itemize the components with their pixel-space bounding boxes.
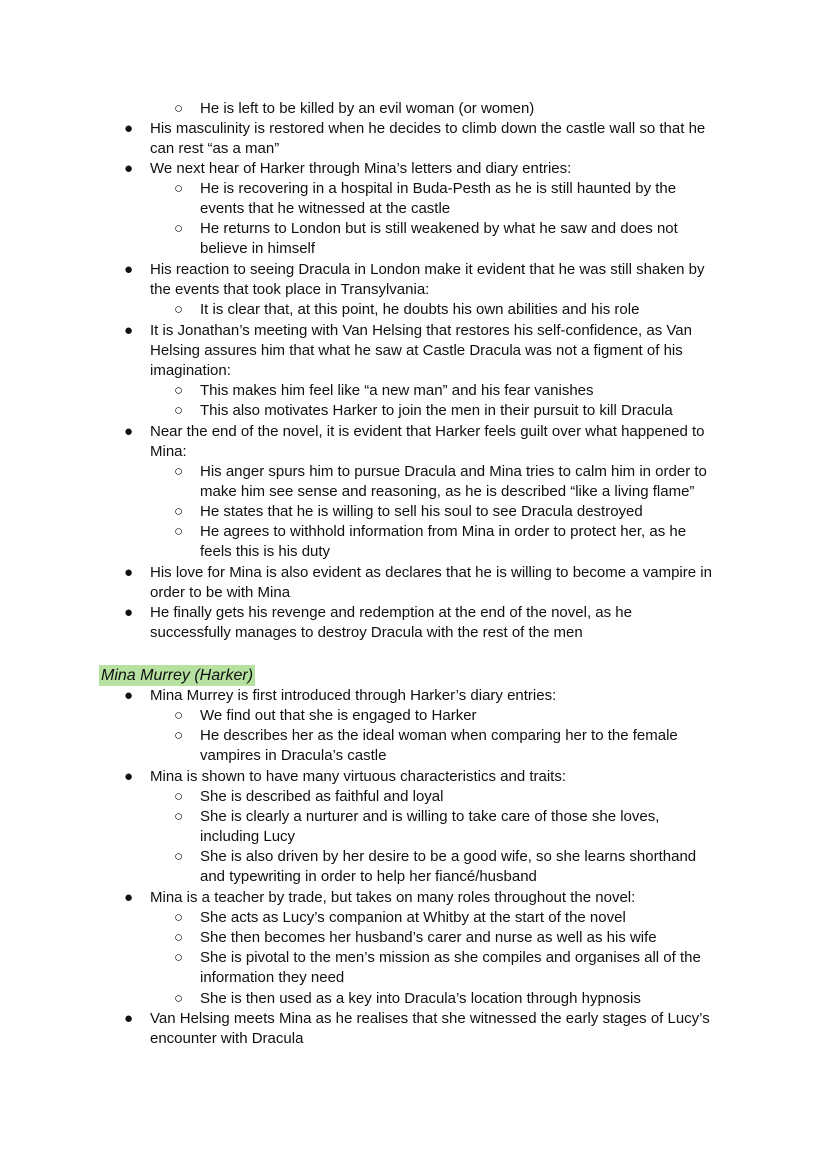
hollow-circle-bullet-icon: ○ (174, 848, 184, 865)
list-item-continuation: the events that took place in Transylvania: (150, 281, 430, 298)
list-item: Mina is shown to have many virtuous characteristics and traits: (150, 768, 567, 785)
list-item-continuation: events that he witnessed at the castle (200, 200, 451, 217)
hollow-circle-bullet-icon: ○ (174, 949, 184, 966)
filled-disc-bullet-icon: ● (124, 120, 134, 137)
list-item: He states that he is willing to sell his soul to see Dracula destroyed (200, 503, 643, 520)
list-item-continuation: successfully manages to destroy Dracula with the rest of the men (150, 624, 583, 641)
list-item: He returns to London but is still weakened by what he saw and does not (200, 220, 678, 237)
list-item: It is Jonathan’s meeting with Van Helsing that restores his self-confidence, as Van (150, 322, 692, 339)
filled-disc-bullet-icon: ● (124, 1010, 134, 1027)
list-item: She is pivotal to the men’s mission as she compiles and organises all of the (200, 949, 701, 966)
list-item: We next hear of Harker through Mina’s letters and diary entries: (150, 160, 572, 177)
hollow-circle-bullet-icon: ○ (174, 707, 184, 724)
hollow-circle-bullet-icon: ○ (174, 929, 184, 946)
hollow-circle-bullet-icon: ○ (174, 788, 184, 805)
list-item: We find out that she is engaged to Harker (200, 707, 477, 724)
list-item-continuation: including Lucy (200, 828, 296, 845)
list-item: He agrees to withhold information from Mina in order to protect her, as he (200, 523, 687, 540)
list-item: He is recovering in a hospital in Buda-Pesth as he is still haunted by the (200, 180, 677, 197)
hollow-circle-bullet-icon: ○ (174, 100, 184, 117)
list-item: His reaction to seeing Dracula in London make it evident that he was still shaken by (150, 261, 705, 278)
hollow-circle-bullet-icon: ○ (174, 220, 184, 237)
filled-disc-bullet-icon: ● (124, 604, 134, 621)
hollow-circle-bullet-icon: ○ (174, 503, 184, 520)
hollow-circle-bullet-icon: ○ (174, 990, 184, 1007)
filled-disc-bullet-icon: ● (124, 687, 134, 704)
list-item: It is clear that, at this point, he doubts his own abilities and his role (200, 301, 640, 318)
filled-disc-bullet-icon: ● (124, 768, 134, 785)
list-item: He describes her as the ideal woman when comparing her to the female (200, 727, 678, 744)
hollow-circle-bullet-icon: ○ (174, 727, 184, 744)
list-item: His love for Mina is also evident as declares that he is willing to become a vampire in (150, 564, 712, 581)
list-item: Mina is a teacher by trade, but takes on many roles throughout the novel: (150, 889, 636, 906)
list-item: She is described as faithful and loyal (200, 788, 444, 805)
list-item: She acts as Lucy’s companion at Whitby at the start of the novel (200, 909, 626, 926)
list-item: This also motivates Harker to join the men in their pursuit to kill Dracula (200, 402, 673, 419)
list-item: He is left to be killed by an evil woman (or women) (200, 100, 535, 117)
hollow-circle-bullet-icon: ○ (174, 909, 184, 926)
list-item: She is also driven by her desire to be a good wife, so she learns shorthand (200, 848, 697, 865)
filled-disc-bullet-icon: ● (124, 160, 134, 177)
hollow-circle-bullet-icon: ○ (174, 808, 184, 825)
list-item-continuation: believe in himself (200, 240, 316, 257)
hollow-circle-bullet-icon: ○ (174, 463, 184, 480)
list-item: He finally gets his revenge and redemption at the end of the novel, as he (150, 604, 632, 621)
list-item-continuation: and typewriting in order to help her fiancé/husband (200, 868, 537, 885)
list-item: Mina Murrey is first introduced through Harker’s diary entries: (150, 687, 557, 704)
list-item: She is clearly a nurturer and is willing to take care of those she loves, (200, 808, 660, 825)
hollow-circle-bullet-icon: ○ (174, 301, 184, 318)
section-heading-mina: Mina Murrey (Harker) (101, 667, 254, 684)
list-item: Near the end of the novel, it is evident that Harker feels guilt over what happened to (150, 423, 705, 440)
list-item: This makes him feel like “a new man” and his fear vanishes (200, 382, 594, 399)
list-item-continuation: make him see sense and reasoning, as he is described “like a living flame” (200, 483, 695, 500)
list-item-continuation: can rest “as a man” (150, 140, 280, 157)
hollow-circle-bullet-icon: ○ (174, 382, 184, 399)
list-item-continuation: Mina: (150, 443, 187, 460)
filled-disc-bullet-icon: ● (124, 322, 134, 339)
list-item-continuation: order to be with Mina (150, 584, 291, 601)
list-item-continuation: vampires in Dracula’s castle (200, 747, 387, 764)
list-item-continuation: encounter with Dracula (150, 1030, 304, 1047)
hollow-circle-bullet-icon: ○ (174, 180, 184, 197)
list-item-continuation: information they need (200, 969, 345, 986)
list-item: Van Helsing meets Mina as he realises that she witnessed the early stages of Lucy’s (150, 1010, 710, 1027)
filled-disc-bullet-icon: ● (124, 423, 134, 440)
list-item-continuation: imagination: (150, 362, 231, 379)
list-item: She is then used as a key into Dracula’s location through hypnosis (200, 990, 641, 1007)
filled-disc-bullet-icon: ● (124, 889, 134, 906)
list-item-continuation: feels this is his duty (200, 543, 331, 560)
list-item: His anger spurs him to pursue Dracula and Mina tries to calm him in order to (200, 463, 707, 480)
list-item: She then becomes her husband’s carer and nurse as well as his wife (200, 929, 657, 946)
hollow-circle-bullet-icon: ○ (174, 523, 184, 540)
filled-disc-bullet-icon: ● (124, 261, 134, 278)
hollow-circle-bullet-icon: ○ (174, 402, 184, 419)
list-item-continuation: Helsing assures him that what he saw at Castle Dracula was not a figment of his (150, 342, 683, 359)
list-item: His masculinity is restored when he decides to climb down the castle wall so that he (150, 120, 706, 137)
filled-disc-bullet-icon: ● (124, 564, 134, 581)
